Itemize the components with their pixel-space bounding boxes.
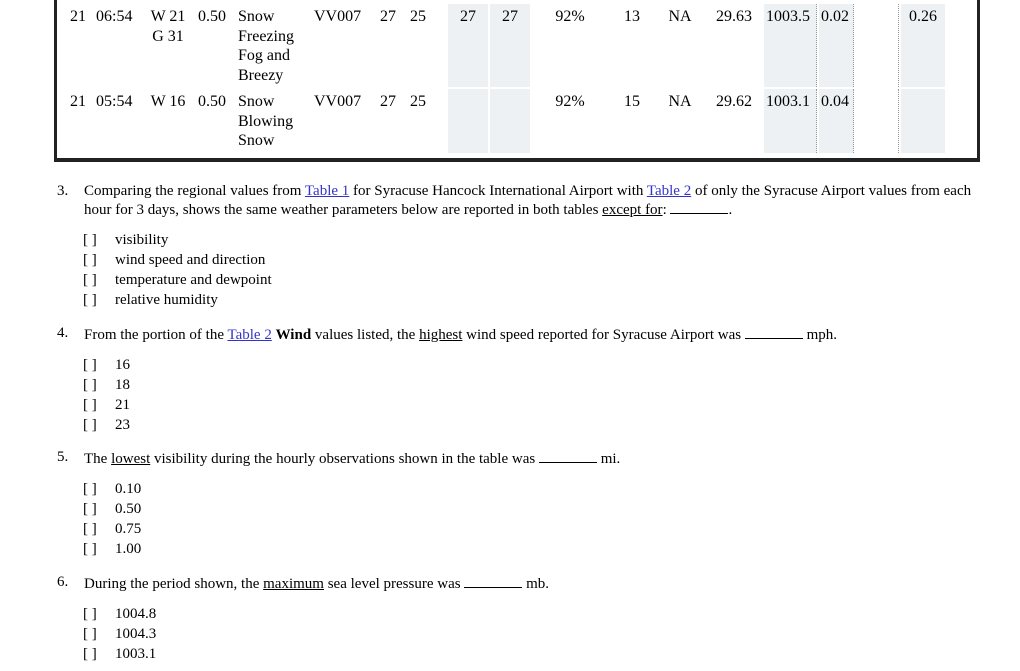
- question-text-part: mi.: [596, 451, 621, 467]
- question-text-part: During the period shown, the: [84, 576, 264, 592]
- cell-dwpt: 25: [410, 8, 426, 25]
- cell-vis: 0.50: [198, 93, 226, 110]
- cell-windchill: 15: [624, 93, 640, 110]
- cell-wind-line: W 16: [150, 93, 186, 110]
- cell-heatindex: NA: [668, 93, 692, 110]
- cell-wind: [142, 4, 194, 87]
- question-number: 5.: [57, 449, 69, 465]
- option-label: visibility: [115, 232, 169, 248]
- question-number: 3.: [57, 183, 69, 199]
- cell-heatindex: NA: [668, 8, 692, 25]
- option-label: 23: [115, 417, 130, 433]
- checkbox[interactable]: [ ]: [83, 232, 97, 248]
- cell-weather-line: Breezy: [238, 66, 284, 84]
- answer-blank: [539, 449, 597, 463]
- option-label: 21: [115, 397, 130, 413]
- checkbox[interactable]: [ ]: [83, 606, 97, 622]
- question-number: 4.: [57, 325, 69, 341]
- question-text: [84, 325, 982, 344]
- checkbox[interactable]: [ ]: [83, 377, 97, 393]
- cell-wind-line: W 21: [150, 8, 186, 25]
- checkbox[interactable]: [ ]: [83, 252, 97, 268]
- answer-blank: [745, 325, 803, 339]
- cell-precip1: 0.04: [819, 89, 854, 153]
- question-text-part: mb.: [522, 576, 550, 592]
- question-text-part: :: [662, 202, 671, 218]
- cell-time: 06:54: [96, 8, 133, 25]
- cell-rh: 92%: [555, 93, 585, 110]
- question-5: [57, 449, 982, 468]
- cell-sky: VV007: [314, 8, 362, 25]
- cell-day: 21: [70, 93, 86, 110]
- question-text-part: From the portion of the: [84, 327, 228, 343]
- cell-precip3: [856, 89, 899, 153]
- cell-windchill: 13: [624, 8, 640, 25]
- checkbox[interactable]: [ ]: [83, 397, 97, 413]
- checkbox[interactable]: [ ]: [83, 626, 97, 642]
- cell-wind: [142, 89, 194, 153]
- option-label: 18: [115, 377, 130, 393]
- option-label: temperature and dewpoint: [115, 272, 272, 288]
- question-text-part: visibility during the hourly observations shown in the table was: [150, 451, 539, 467]
- checkbox[interactable]: [ ]: [83, 481, 97, 497]
- option-label: 0.10: [115, 481, 142, 497]
- checkbox[interactable]: [ ]: [83, 417, 97, 433]
- option-label: 1004.3: [115, 626, 157, 642]
- option-label: relative humidity: [115, 292, 218, 308]
- cell-altimeter: 29.63: [716, 8, 752, 25]
- checkbox[interactable]: [ ]: [83, 521, 97, 537]
- question-text-emphasis: highest: [419, 327, 463, 343]
- option-label: 0.75: [115, 521, 142, 537]
- cell-precip3: [856, 4, 899, 87]
- checkbox[interactable]: [ ]: [83, 272, 97, 288]
- question-text-emphasis: except for: [602, 202, 663, 218]
- question-text-part: for Syracuse Hancock International Airport with: [349, 183, 647, 199]
- cell-weather-line: Snow: [238, 132, 275, 149]
- cell-temp: 27: [380, 8, 396, 25]
- option-label: 16: [115, 357, 130, 373]
- question-text-bold: Wind: [275, 327, 312, 343]
- checkbox[interactable]: [ ]: [83, 357, 97, 373]
- observations-table-body: [66, 2, 947, 155]
- cell-day: 21: [70, 8, 86, 25]
- checkbox[interactable]: [ ]: [83, 501, 97, 517]
- table-row: [68, 4, 945, 87]
- checkbox[interactable]: [ ]: [83, 292, 97, 308]
- cell-precip6: [901, 89, 945, 153]
- question-text-part: mph.: [802, 327, 838, 343]
- cell-weather-line: Fog and: [238, 47, 290, 64]
- question-3: [57, 183, 982, 219]
- cell-precip6: 0.26: [901, 4, 945, 87]
- observations-table: [54, 0, 980, 162]
- cell-min6: [490, 89, 530, 153]
- cell-weather-line: Freezing: [238, 27, 294, 45]
- cell-weather-line: Snow: [238, 8, 275, 25]
- cell-weather-line: Snow: [238, 93, 275, 110]
- question-text-part: of only the Syracuse Airport values from each: [691, 183, 972, 199]
- question-text: [84, 449, 982, 468]
- cell-weather: [236, 89, 310, 153]
- answer-blank: [464, 574, 522, 588]
- checkbox[interactable]: [ ]: [83, 541, 97, 557]
- cell-weather: [236, 4, 310, 87]
- question-text-part: The: [84, 451, 112, 467]
- checkbox[interactable]: [ ]: [83, 646, 97, 662]
- cell-altimeter: 29.62: [716, 93, 752, 110]
- option-label: 1.00: [115, 541, 142, 557]
- question-text-emphasis: maximum: [263, 576, 324, 592]
- option-label: 0.50: [115, 501, 142, 517]
- cell-temp: 27: [380, 93, 396, 110]
- table-row: [68, 89, 945, 153]
- question-text-part: wind speed reported for Syracuse Airport was: [462, 327, 745, 343]
- question-text-part: Comparing the regional values from: [84, 183, 305, 199]
- cell-weather-line: Blowing: [238, 112, 294, 130]
- cell-max6: [448, 89, 488, 153]
- answer-blank: [670, 200, 728, 214]
- question-number: 6.: [57, 574, 69, 590]
- question-text-part: values listed, the: [311, 327, 420, 343]
- question-text-part: .: [728, 202, 733, 218]
- cell-wind-line: G 31: [152, 27, 184, 45]
- cell-min6: 27: [490, 4, 530, 87]
- question-text-part: hour for 3 days, shows the same weather parameters below are reported in both tables: [84, 202, 603, 218]
- option-label: 1003.1: [115, 646, 157, 662]
- option-label: 1004.8: [115, 606, 157, 622]
- question-4: [57, 325, 982, 344]
- cell-sealevel: 1003.1: [764, 89, 817, 153]
- cell-sky: VV007: [314, 93, 362, 110]
- cell-time: 05:54: [96, 93, 133, 110]
- question-text-part: sea level pressure was: [323, 576, 465, 592]
- question-6: [57, 574, 982, 593]
- cell-sealevel: 1003.5: [764, 4, 817, 87]
- table-2-link[interactable]: Table 2: [227, 327, 272, 343]
- table-2-link[interactable]: Table 2: [646, 183, 692, 199]
- cell-precip1: 0.02: [819, 4, 854, 87]
- cell-vis: 0.50: [198, 8, 226, 25]
- cell-rh: 92%: [555, 8, 585, 25]
- option-label: wind speed and direction: [115, 252, 266, 268]
- cell-max6: 27: [448, 4, 488, 87]
- cell-dwpt: 25: [410, 93, 426, 110]
- question-text-emphasis: lowest: [111, 451, 151, 467]
- question-text: [84, 183, 982, 219]
- table-1-link[interactable]: Table 1: [304, 183, 350, 199]
- question-text: [84, 574, 982, 593]
